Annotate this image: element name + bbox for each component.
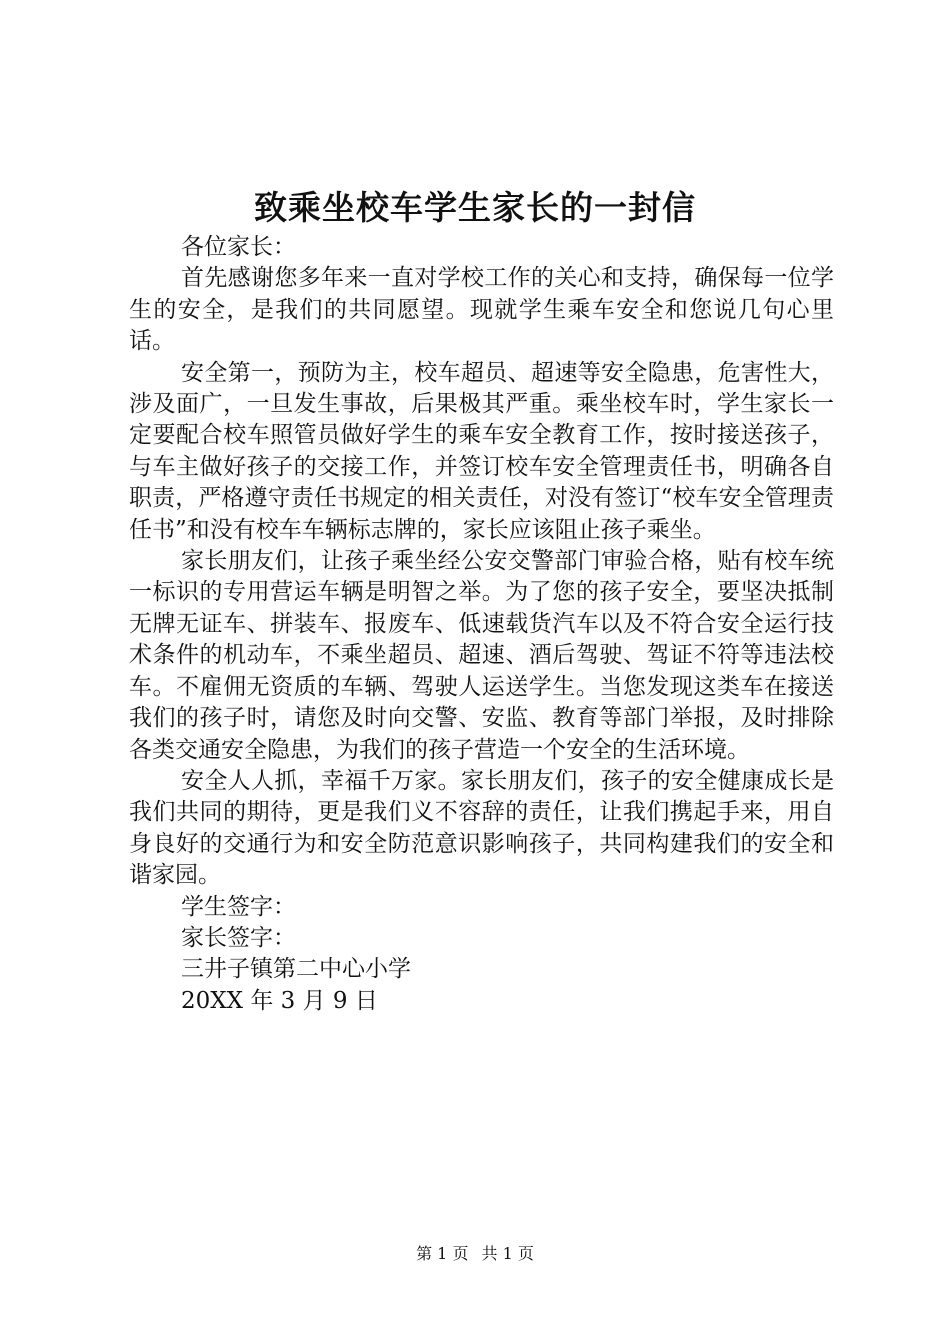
letter-body <box>129 232 834 1017</box>
parent-signature-line: 家长签字： <box>181 924 296 951</box>
paragraph-4: 安全人人抓，幸福千万家。家长朋友们，孩子的安全健康成长是我们共同的期待，更是我们义不容辞的责任，让我们携起手来，用自身良好的交通行为和安全防范意识影响孩子，共同构建我们的安全和谐家园。 <box>129 767 834 889</box>
salutation: 各位家长： <box>181 234 296 260</box>
school-name: 三井子镇第二中心小学 <box>181 956 411 983</box>
page-number: 第 1 页 <box>416 1244 469 1263</box>
paragraph-3: 家长朋友们，让孩子乘坐经公安交警部门审验合格，贴有校车统一标识的专用营运车辆是明智之举。为了您的孩子安全，要坚决抵制无牌无证车、拼装车、报废车、低速载货汽车以及不符合安全运行技术条件的机动车，不乘坐超员、超速、酒后驾驶、驾证不符等违法校车。不雇佣无资质的车辆、驾驶人运送学生。当您发现这类车在接送我们的孩子时，请您及时向交警、安监、教育等部门举报，及时排除各类交通安全隐患，为我们的孩子营造一个安全的生活环境。 <box>129 548 834 763</box>
paragraph-1: 首先感谢您多年来一直对学校工作的关心和支持，确保每一位学生的安全，是我们的共同愿望。现就学生乘车安全和您说几句心里话。 <box>129 265 834 355</box>
page-footer <box>0 1242 950 1266</box>
page-count: 共 1 页 <box>481 1244 534 1263</box>
paragraph-2: 安全第一，预防为主，校车超员、超速等安全隐患，危害性大，涉及面广，一旦发生事故，后果极其严重。乘坐校车时，学生家长一定要配合校车照管员做好学生的乘车安全教育工作，按时接送孩子，与车主做好孩子的交接工作，并签订校车安全管理责任书，明确各自职责，严格遵守责任书规定的相关责任，对没有签订“校车安全管理责任书”和没有校车车辆标志牌的，家长应该阻止孩子乘坐。 <box>129 359 834 543</box>
letter-date: 20XX 年 3 月 9 日 <box>181 987 378 1014</box>
document-title: 致乘坐校车学生家长的一封信 <box>254 188 696 227</box>
student-signature-line: 学生签字： <box>181 893 296 920</box>
